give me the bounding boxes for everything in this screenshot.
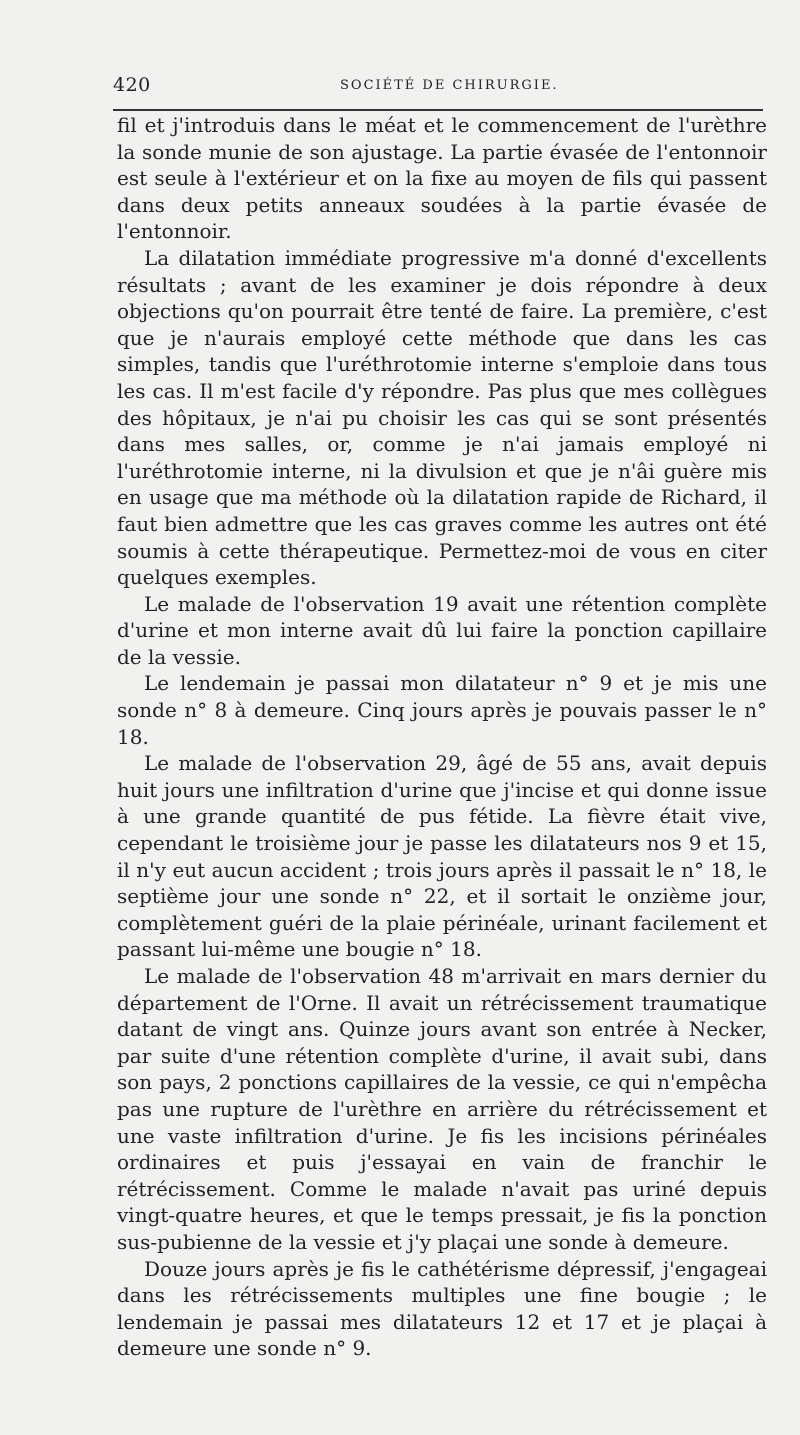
page-number: 420 <box>113 74 151 96</box>
paragraph-7: Douze jours après je fis le cathétérisme dépressif, j'engageai dans les rétrécissements multiples une fine bougie ; le lendemain je passai mes dilatateurs 12 et 17 et je plaçai à demeure une sonde n° 9. <box>117 1256 767 1361</box>
body-text <box>117 112 767 1362</box>
paragraph-4: Le lendemain je passai mon dilatateur n° 9 et je mis une sonde n° 8 à demeure. Cinq jours après je pouvais passer le n° 18. <box>117 671 767 749</box>
paragraph-5: Le malade de l'observation 29, âgé de 55 ans, avait depuis huit jours une infiltration d'urine que j'incise et qui donne issue à une grande quantité de pus fétide. La fièvre était vive, cependant le troisième jour je passe les dilatateurs nos 9 et 15, il n'y eut aucun accident ; trois jours après il passait le n° 18, le septième jour une sonde n° 22, et il sortait le onzième jour, complètement guéri de la plaie périnéale, urinant facilement et passant lui-même une bougie n° 18. <box>117 751 767 962</box>
page-header <box>113 74 763 100</box>
header-rule <box>113 109 763 111</box>
paragraph-1: fil et j'introduis dans le méat et le commencement de l'urèthre la sonde munie de son ajustage. La partie évasée de l'entonnoir est seule à l'extérieur et on la fixe au moyen de fils qui passent dans deux petits anneaux soudées à la partie évasée de l'entonnoir. <box>117 113 767 244</box>
paragraph-6: Le malade de l'observation 48 m'arrivait en mars dernier du département de l'Orne. Il avait un rétrécissement traumatique datant de vingt ans. Quinze jours avant son entrée à Necker, par suite d'une rétention complète d'urine, il avait subi, dans son pays, 2 ponctions capillaires de la vessie, ce qui n'empêcha pas une rupture de l'urèthre en arrière du rétrécissement et une vaste infiltration d'urine. Je fis les incisions périnéales ordinaires et puis j'essayai en vain de franchir le rétrécissement. Comme le malade n'avait pas uriné depuis vingt-quatre heures, et que le temps pressait, je fis la ponction sus-pubienne de la vessie et j'y plaçai une sonde à demeure. <box>117 964 767 1254</box>
paragraph-2: La dilatation immédiate progressive m'a donné d'excellents résultats ; avant de les examiner je dois répondre à deux objections qu'on pourrait être tenté de faire. La première, c'est que je n'aurais employé cette méthode que dans les cas simples, tandis que l'uréthrotomie interne s'emploie dans tous les cas. Il m'est facile d'y répondre. Pas plus que mes collègues des hôpitaux, je n'ai pu choisir les cas qui se sont présentés dans mes salles, or, comme je n'ai jamais employé ni l'uréthrotomie interne, ni la divulsion et que je n'âi guère mis en usage que ma méthode où la dilatation rapide de Richard, il faut bien admettre que les cas graves comme les autres ont été soumis à cette thérapeutique. Permettez-moi de vous en citer quelques exemples. <box>117 245 767 590</box>
running-head: SOCIÉTÉ DE CHIRURGIE. <box>340 78 559 93</box>
paragraph-3: Le malade de l'observation 19 avait une rétention complète d'urine et mon interne avait dû lui faire la ponction capillaire de la vessie. <box>117 591 767 669</box>
